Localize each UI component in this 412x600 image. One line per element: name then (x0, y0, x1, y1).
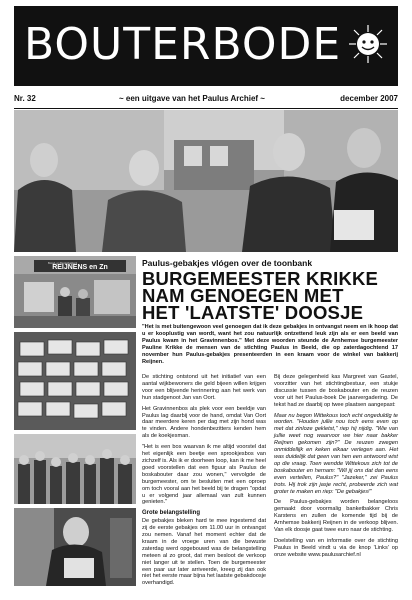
article-kicker: Paulus-gebakjes vlógen over de toonbank (142, 258, 313, 268)
shop-sign-text: REIJNENS en Zn (52, 264, 108, 271)
article-column-2 (274, 374, 398, 563)
issue-bar (14, 92, 398, 106)
paragraph: Maar nu begon Wittekous toch echt ongeduldig te worden. "Houden jullie nou toch eens even op met dat zinloze gekletst," riep hij nijdig. "Wie van jullie weet nog waarvoor we hier naar bakker Reijnen gekomen zijn?" De reuzen zwegen onmiddellijk en keken elkaar verlegen aan. Het was duidelijk dat geen van hen een antwoord wist op die vraag. Toen wendde Wittekous zich tot de boskabouter en hernam: "Wil jij ons dat dan eens even vertellen, Paulus?" "Jazeker," zei Paulus trots. Hij trok zijn jasje recht, probeerde zich wat groter te maken en riep: "De gebakjes!" (274, 412, 398, 495)
article-headline (142, 270, 398, 321)
issue-tagline: ~ een uitgave van het Paulus Archief ~ (119, 94, 265, 103)
masthead-title: BOUTERBODE (24, 19, 342, 70)
pastry-boxes-photo (14, 332, 136, 430)
headline-line-1: BURGEMEESTER KRIKKE (142, 268, 379, 289)
article-lead: "Het is met buitengewoon veel genoegen dat ik deze gebakjes in ontvangst neem en ik hoop dat u er kooplustig van wordt, want het zou natuurlijk ontzettend leuk zijn als er een beeld van Paulus kwam in het Gravinnenbos." Met deze woorden steunde de Arnhemse burgemeester Pauline Krikke de mensen van de stichting Paulus in Beeld, die op zaterdagochtend 17 november hun Paulus-gebakjes presenteerden in een kraam voor de winkel van bakkerij Reijnen. (142, 324, 398, 366)
main-photo (14, 110, 398, 252)
issue-date: december 2007 (340, 94, 398, 103)
headline-line-3: HET 'LAATSTE' DOOSJE (142, 302, 364, 323)
book-reading-photo (14, 508, 136, 586)
paragraph: De Paulus-gebakjes worden belangeloos gemaakt door voormalig banketbakker Chris Karstens en zullen de komende tijd bij de Arnhemse bakkerij Reijnen in de verkoop blijven. Van elk doosje gaat twee euro naar de stichting. (274, 499, 398, 534)
paragraph: Het Gravinnenbos als plek voor een beeldje van Paulus lag daarbij voor de hand, omdat Van Oort daar meerdere keren per dag met zijn hond was te vinden. Andere hondenbezitters kenden hem als de koekjesman. (142, 405, 266, 440)
masthead (14, 6, 398, 86)
article-column-1 (142, 374, 266, 591)
paragraph: Bij deze gelegenheid kas Margreet van Gastel, voorzitter van het stichtingbestuur, een stukje discussie tussen de boskabouter en de reuzen voor uit het Paulus-boek De jaarvergadering. De tekst had ze daarbij op twee plaatsen aangepast: (274, 374, 398, 408)
paragraph: De gebakjes bleken hard te mee ingestemd dat zij de eerste gebakjes om 11.00 uur in ontvangst zou nemen. Vanaf het moment echter dat de kraam in de vroege uren van die bewuste zaterdag werd opgebouwd was de belangstelling meteen al zo groot, dat men besloot de verkoop niet langer uit te stellen. Toen de burgemeester een paar uur later arriveerde, kreeg zij dan ook niet het eerste maar bijna het laatste gebakdoosje overhandigd. (142, 518, 266, 587)
top-rule (14, 108, 398, 109)
paragraph: Doelstelling van en informatie over de stichting Paulus in Beeld vindt u via de knop 'Links' op onze website www.paulusarchief.nl (274, 537, 398, 558)
subheading: Grote belangstelling (142, 510, 201, 517)
crowd-photo (14, 434, 136, 504)
shop-subsign-text: Brood- en Banketbakkerij (48, 262, 78, 265)
sun-face-icon (348, 24, 388, 64)
paragraph: "Het is een bos waarvan ik me altijd voorstel dat het eigenlijk een beetje een sprookjesbos van zichzelf is. Als ik er doorheen loop, kan ik me heel goed voorstellen dat een figuur als Paulus de boskabouter daar zou wonen," vervolgde de burgemeester, om te besluiten met een oproep om toch vooral aan het beeld bij te dragen "opdat u er volgend jaar allemaal van zult kunnen genieten." (142, 444, 266, 506)
headline-line-2: NAM GENOEGEN MET (142, 285, 344, 306)
paragraph: De stichting ontstond uit het initiatief van een aantal wijkbewoners die geld bijeen willen krijgen voor een blijvende herinnering aan het werk van hun stadgenoot Jan van Oort. (142, 374, 266, 401)
shop-photo (14, 256, 136, 328)
issue-number: Nr. 32 (14, 94, 36, 103)
